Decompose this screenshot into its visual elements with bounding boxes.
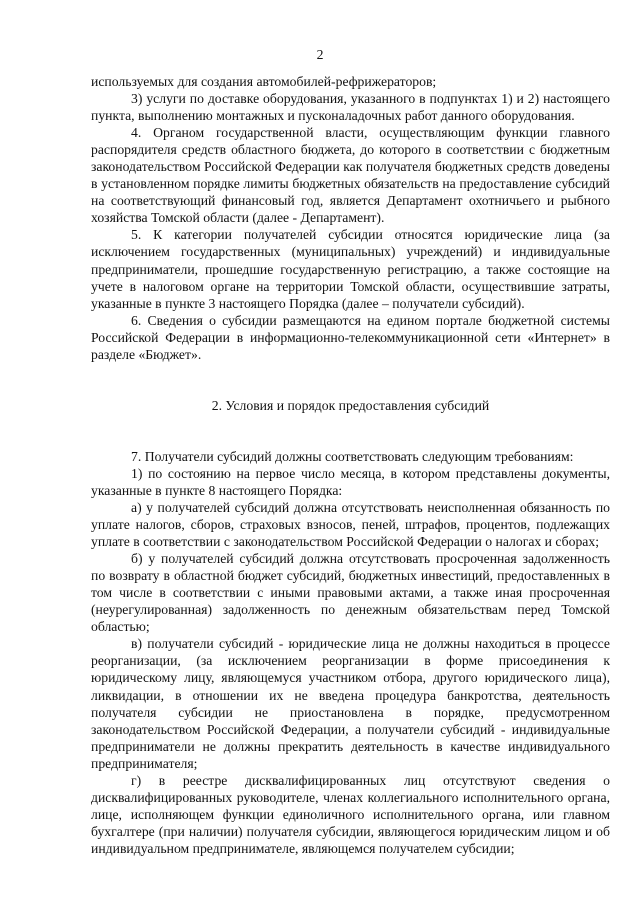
page-number: 2 [316,47,324,62]
paragraph-clause-7: 7. Получатели субсидий должны соответствовать следующим требованиям: [131,448,574,464]
spacer [91,363,610,397]
paragraph-clause-5: 5. К категории получателей субсидии относятся юридические лица (за исключением государственных (муниципальных) учреждений) и индивидуальные предприниматели, прошедшие государственную регистрацию, а также состоящие на учете в налоговом органе на территории Томской области, осуществившие затраты, указанные в пункте 3 настоящего Порядка (далее – получатели субсидий). [91,227,610,311]
paragraph-subitem-b: б) у получателей субсидий должна отсутствовать просроченная задолженность по возврату в областной бюджет субсидий, бюджетных инвестиций, предоставленных в том числе в соответствии с иными правовыми актами, а также иная просроченная (неурегулированная) задолженность по денежным обязательствам перед Томской областью; [91,551,610,635]
paragraph-subitem-g: г) в реестре дисквалифицированных лиц отсутствуют сведения о дисквалифицированных руководителе, членах коллегиального исполнительного органа, лице, исполняющем функции единоличного исполнительного органа, или главном бухгалтере (при наличии) получателя субсидии, являющегося юридическим лицом и об индивидуальном предпринимателе, являющемся получателем субсидии; [91,772,610,856]
spacer [91,414,610,448]
paragraph-subitem-a: а) у получателей субсидий должна отсутствовать неисполненная обязанность по уплате налогов, сборов, страховых взносов, пеней, штрафов, процентов, подлежащих уплате в соответствии с законодательством Российской Федерации о налогах и сборах; [91,499,610,550]
paragraph-subitem-v: в) получатели субсидий - юридические лица не должны находиться в процессе реорганизации, (за исключением реорганизации в форме присоединения к юридическому лицу, являющемуся участником отбора, другого юридического лица), ликвидации, в отношении их не введена процедура банкротства, деятельность получателя субсидии не приостановлена в порядке, предусмотренном законодательством Российской Федерации, а получатели субсидий - индивидуальные предприниматели не должны прекратить деятельность в качестве индивидуального предпринимателя; [91,636,610,771]
section-heading: 2. Условия и порядок предоставления субсидий [211,397,490,413]
paragraph-continuation: используемых для создания автомобилей-рефрижераторов; [91,74,437,89]
paragraph-clause-6: 6. Сведения о субсидии размещаются на едином портале бюджетной системы Российской Федерации в информационно-телекоммуникационной сети «Интернет» в разделе «Бюджет». [91,312,610,362]
paragraph-clause-4: 4. Органом государственной власти, осуществляющим функции главного распорядителя средств областного бюджета, до которого в соответствии с бюджетным законодательством Российской Федерации как получателя бюджетных средств доведены в установленном порядке лимиты бюджетных обязательств на предоставление субсидий на соответствующий финансовый год, является Департамент охотничьего и рыбного хозяйства Томской области (далее - Департамент). [91,125,610,226]
document-body [91,73,610,857]
paragraph-item-3: 3) услуги по доставке оборудования, указанного в подпунктах 1) и 2) настоящего пункта, выполнению монтажных и пусконаладочных работ данного оборудования. [91,91,610,124]
paragraph-subitem-1: 1) по состоянию на первое число месяца, в котором представлены документы, указанные в пункте 8 настоящего Порядка: [91,465,610,498]
